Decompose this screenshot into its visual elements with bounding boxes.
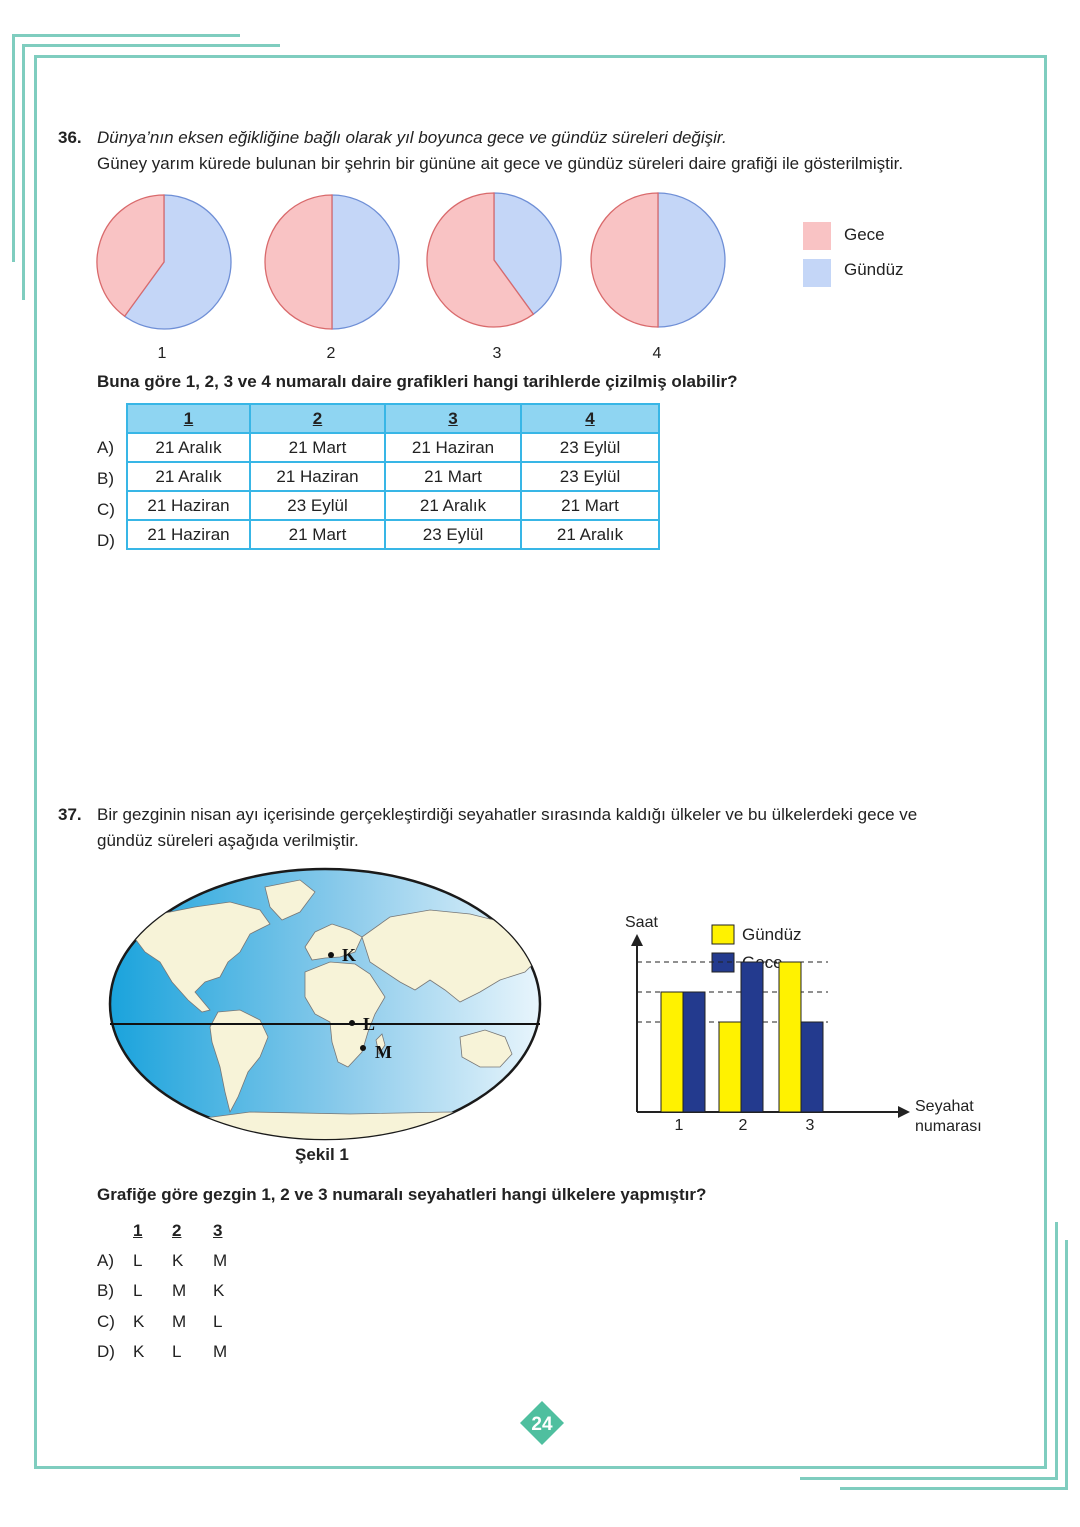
point-k-marker [328, 952, 334, 958]
table-cell: 21 Haziran [385, 433, 521, 462]
chart-legend-label-gunduz: Gündüz [742, 925, 802, 944]
question-36-prompt: Buna göre 1, 2, 3 ve 4 numaralı daire grafikleri hangi tarihlerde çizilmiş olabilir? [97, 372, 738, 391]
options-table [126, 403, 660, 550]
option-d-label[interactable]: D) [97, 531, 115, 550]
table-row-c[interactable] [127, 491, 659, 520]
answer-cell: L [172, 1342, 182, 1361]
question-36-number: 36. [58, 128, 82, 147]
answer-cell: M [213, 1251, 228, 1270]
table-cell: 21 Aralık [385, 491, 521, 520]
answer-cell: L [213, 1312, 223, 1331]
option-a-label[interactable]: A) [97, 438, 114, 457]
answer-label: C) [97, 1312, 115, 1331]
table-cell: 21 Haziran [127, 491, 250, 520]
world-map [100, 862, 550, 1147]
table-cell: 21 Haziran [127, 520, 250, 549]
table-header: 2 [250, 404, 385, 433]
question-37-number: 37. [58, 805, 82, 824]
pie-slice-gece-4 [591, 193, 658, 327]
pie-label-2: 2 [326, 345, 336, 362]
table-header: 4 [521, 404, 659, 433]
answer-cell: M [213, 1342, 228, 1361]
chart-x-arrow [898, 1106, 910, 1118]
answer-cell: K [133, 1342, 145, 1361]
legend-swatch-gece [803, 222, 831, 250]
pie-charts [0, 0, 1080, 360]
answer-cell: M [172, 1281, 187, 1300]
bar-gundüz-1 [661, 992, 683, 1112]
answer-header-3: 3 [213, 1221, 223, 1240]
answer-cell: L [133, 1281, 143, 1300]
table-cell: 23 Eylül [385, 520, 521, 549]
chart-x-label-line2: numarası [915, 1118, 982, 1135]
table-header-row [127, 404, 659, 433]
option-b-label[interactable]: B) [97, 469, 114, 488]
bar-chart [600, 900, 1020, 1145]
point-m-marker [360, 1045, 366, 1051]
chart-y-label: Saat [625, 914, 658, 931]
bar-gundüz-3 [779, 962, 801, 1112]
chart-x-tick-1: 1 [674, 1117, 684, 1134]
answer-header-2: 2 [172, 1221, 182, 1240]
question-37-intro-line2: gündüz süreleri aşağıda verilmiştir. [97, 831, 359, 850]
question-36-context: Güney yarım kürede bulunan bir şehrin bir gününe ait gece ve gündüz süreleri daire grafiği ile gösterilmiştir. [97, 154, 904, 173]
answer-label: A) [97, 1251, 114, 1270]
table-row-d[interactable] [127, 520, 659, 549]
table-cell: 23 Eylül [250, 491, 385, 520]
legend-label-gece: Gece [844, 225, 885, 244]
pie-slice-gece-2 [265, 195, 332, 329]
table-cell: 21 Haziran [250, 462, 385, 491]
answer-cell: K [133, 1312, 145, 1331]
answer-cell: M [172, 1312, 187, 1331]
bar-gece-2 [741, 962, 763, 1112]
chart-legend-swatch-gunduz [712, 925, 734, 944]
table-row-a[interactable] [127, 433, 659, 462]
table-cell: 23 Eylül [521, 462, 659, 491]
map-caption: Şekil 1 [295, 1145, 349, 1164]
answer-cell: K [213, 1281, 225, 1300]
answer-label: D) [97, 1342, 115, 1361]
point-l-label: L [363, 1014, 376, 1034]
table-cell: 21 Mart [385, 462, 521, 491]
point-k-label: K [342, 945, 357, 965]
bar-gece-3 [801, 1022, 823, 1112]
pie-label-1: 1 [157, 345, 167, 362]
question-37-prompt: Grafiğe göre gezgin 1, 2 ve 3 numaralı seyahatleri hangi ülkelere yapmıştır? [97, 1185, 707, 1204]
table-cell: 21 Mart [250, 433, 385, 462]
point-l-marker [349, 1020, 355, 1026]
pie-slice-gunduz-2 [332, 195, 399, 329]
option-c-label[interactable]: C) [97, 500, 115, 519]
pie-label-4: 4 [652, 345, 662, 362]
pie-slice-gunduz-4 [658, 193, 725, 327]
question-37-intro-line1: Bir gezginin nisan ayı içerisinde gerçekleştirdiği seyahatler sırasında kaldığı ülkeler ve bu ülkelerdeki gece ve [97, 805, 918, 824]
chart-x-tick-3: 3 [805, 1117, 815, 1134]
point-m-label: M [375, 1042, 392, 1062]
question-36-intro: Dünya’nın eksen eğikliğine bağlı olarak yıl boyunca gece ve gündüz süreleri değişir. [97, 128, 727, 147]
bar-gundüz-2 [719, 1022, 741, 1112]
answer-cell: K [172, 1251, 184, 1270]
page-number: 24 [531, 1414, 553, 1435]
table-cell: 21 Mart [250, 520, 385, 549]
answer-label: B) [97, 1281, 114, 1300]
answer-cell: L [133, 1251, 143, 1270]
chart-x-label-line1: Seyahat [915, 1098, 974, 1115]
pie-label-3: 3 [492, 345, 502, 362]
table-cell: 23 Eylül [521, 433, 659, 462]
answer-header-1: 1 [133, 1221, 143, 1240]
table-cell: 21 Mart [521, 491, 659, 520]
legend-label-gunduz: Gündüz [844, 260, 904, 279]
page-number-badge [518, 1399, 566, 1447]
table-cell: 21 Aralık [521, 520, 659, 549]
bar-gece-1 [683, 992, 705, 1112]
legend-swatch-gunduz [803, 259, 831, 287]
table-header: 1 [127, 404, 250, 433]
table-header: 3 [385, 404, 521, 433]
table-row-b[interactable] [127, 462, 659, 491]
chart-y-arrow [631, 934, 643, 946]
chart-x-tick-2: 2 [738, 1117, 748, 1134]
table-cell: 21 Aralık [127, 462, 250, 491]
table-cell: 21 Aralık [127, 433, 250, 462]
